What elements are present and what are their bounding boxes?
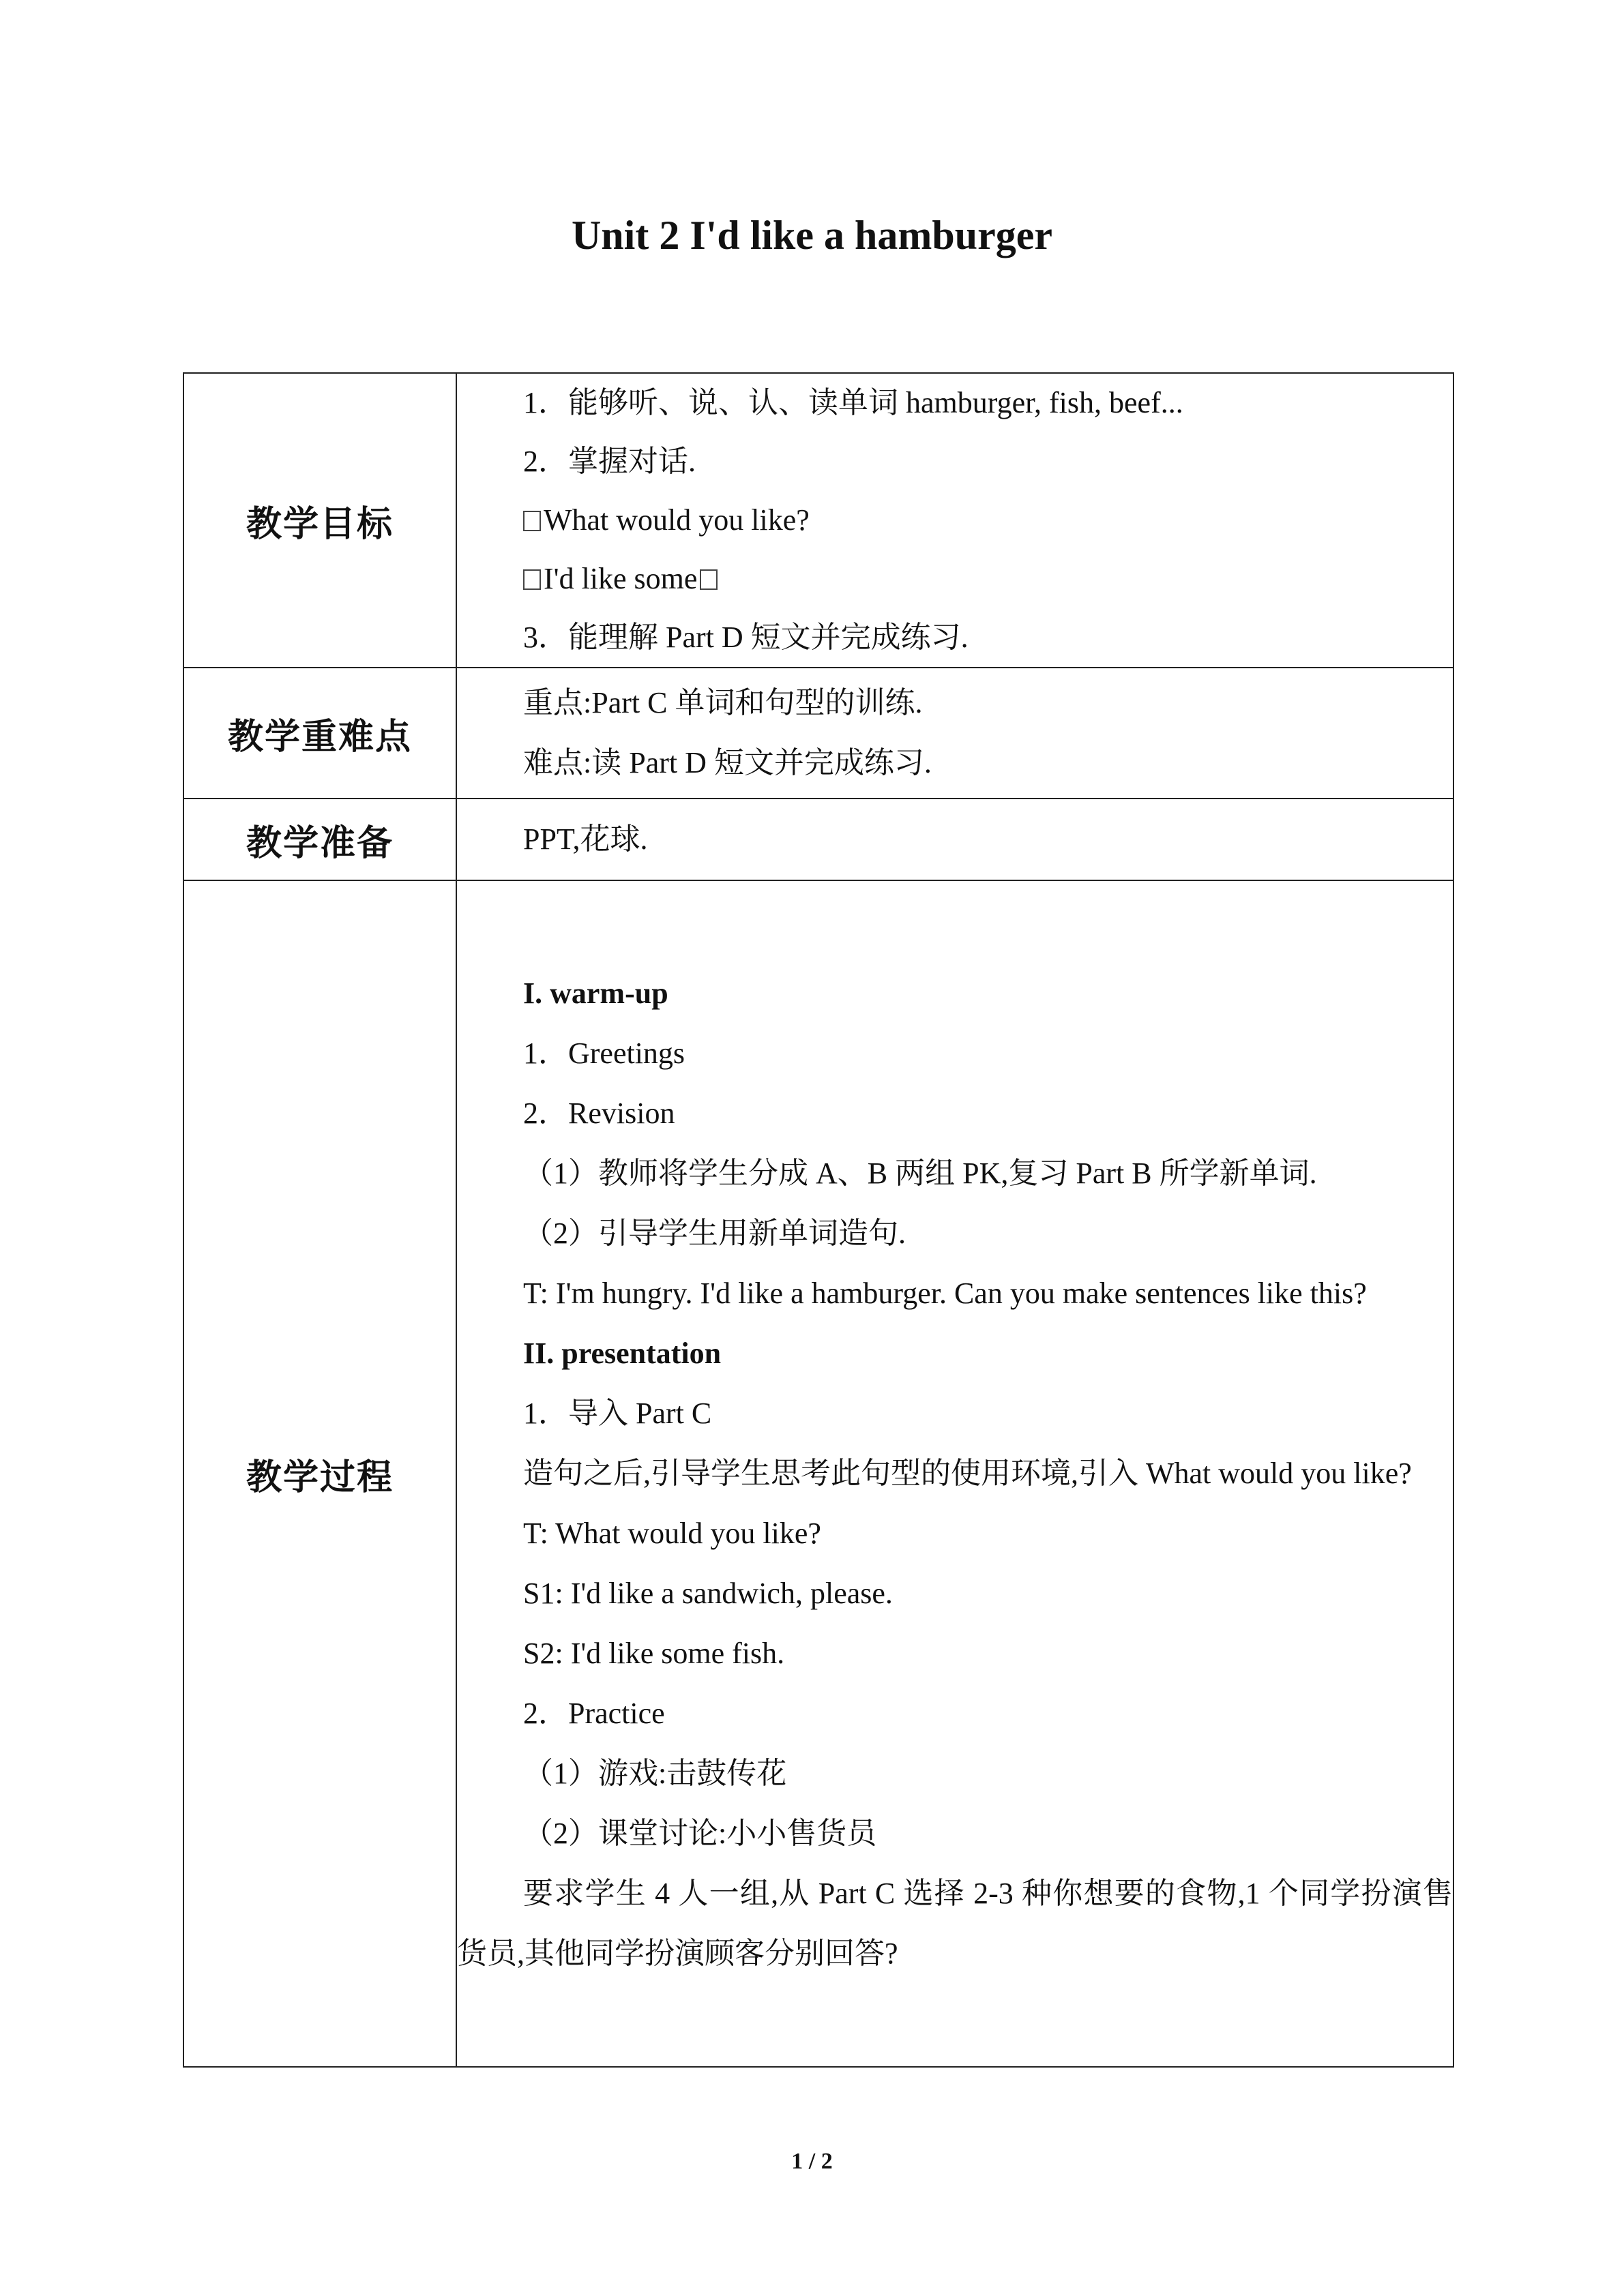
table-row-key-points — [183, 668, 1453, 799]
dialogue-line: S1: I'd like a sandwich, please. — [523, 1577, 893, 1610]
row-content-preparation — [456, 799, 1453, 880]
row-label-goals: 教学目标 — [183, 373, 456, 668]
process-line: （2）课堂讨论:小小售货员 — [523, 1817, 877, 1850]
process-paragraph: 造句之后,引导学生思考此句型的使用环境,引入 What would you like? — [523, 1457, 1412, 1490]
process-line: （2）引导学生用新单词造句. — [523, 1217, 906, 1250]
row-content-process — [456, 880, 1453, 2067]
page-number: 1 / 2 — [791, 2149, 833, 2174]
table-row-process — [183, 880, 1453, 2067]
row-label-preparation: 教学准备 — [183, 799, 456, 880]
placeholder-box-icon — [523, 511, 541, 531]
document-title: Unit 2 I'd like a hamburger — [571, 213, 1053, 258]
goal-line: 2．掌握对话. — [523, 445, 696, 478]
section-heading: II. presentation — [523, 1337, 722, 1370]
placeholder-box-icon — [523, 569, 541, 590]
row-content-key-points — [456, 668, 1453, 799]
process-paragraph: T: I'm hungry. I'd like a hamburger. Can you make sentences like this? — [523, 1277, 1367, 1310]
table-row-goals — [183, 373, 1453, 668]
goal-line-with-box — [457, 491, 1453, 550]
process-line: （1）教师将学生分成 A、B 两组 PK,复习 Part B 所学新单词. — [523, 1157, 1317, 1190]
section-heading: I. warm-up — [523, 976, 668, 1010]
process-line: 2．Revision — [523, 1097, 675, 1130]
process-line: （1）游戏:击鼓传花 — [523, 1757, 787, 1790]
goal-line: 1．能够听、说、认、读单词 hamburger, fish, beef... — [523, 386, 1183, 419]
table-row-preparation — [183, 799, 1453, 880]
row-content-goals — [456, 373, 1453, 668]
row-label-key-points: 教学重难点 — [183, 668, 456, 799]
dialogue-line: S2: I'd like some fish. — [523, 1637, 785, 1670]
key-point-line: 重点:Part C 单词和句型的训练. — [523, 686, 923, 719]
preparation-line: PPT,花球. — [523, 822, 648, 856]
process-paragraph: 要求学生 4 人一组,从 Part C 选择 2-3 种你想要的食物,1 个同学扮演售货员,其他同学扮演顾客分别回答? — [457, 1877, 1453, 1970]
goal-line: 3．能理解 Part D 短文并完成练习. — [523, 621, 969, 654]
placeholder-box-icon — [700, 569, 718, 590]
key-point-line: 难点:读 Part D 短文并完成练习. — [523, 746, 932, 779]
goal-line-text: What would you like? — [544, 503, 810, 537]
dialogue-line: T: What would you like? — [523, 1517, 821, 1550]
row-label-process: 教学过程 — [183, 880, 456, 2067]
goal-line-with-box — [457, 550, 1453, 608]
process-line: 2．Practice — [523, 1697, 665, 1730]
process-line: 1．导入 Part C — [523, 1397, 712, 1430]
process-line: 1．Greetings — [523, 1037, 685, 1070]
lesson-plan-table — [183, 372, 1454, 2068]
goal-line-text: I'd like some — [544, 562, 698, 595]
